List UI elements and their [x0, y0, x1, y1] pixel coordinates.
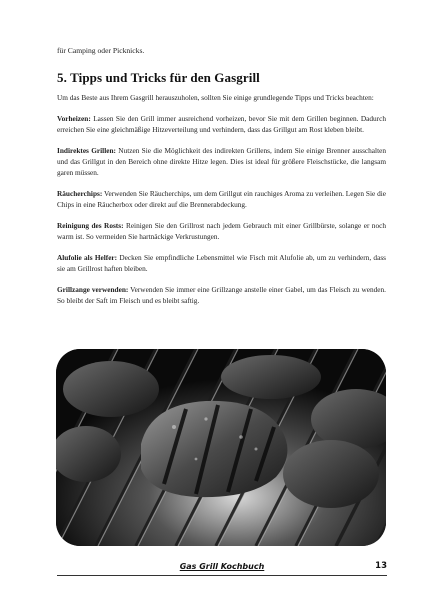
- page-number: 13: [375, 561, 387, 571]
- intro-paragraph: Um das Beste aus Ihrem Gasgrill herauszuholen, sollten Sie einige grundlegende Tipps und Tricks beachten:: [57, 93, 374, 102]
- footer-rule: [57, 575, 387, 576]
- tip-text: Nutzen Sie die Möglichkeit des indirekten Grillens, indem Sie einige Brenner ausschalten und das Grillgut in den Bereich ohne direkte Hitze legen. Dies ist ideal für größere Fleischstücke, die langsam garen müssen.: [57, 146, 386, 177]
- tip-paragraph: [57, 284, 386, 306]
- continued-text: für Camping oder Picknicks.: [57, 46, 145, 55]
- tip-paragraph: [57, 188, 386, 210]
- tip-text: Reinigen Sie den Grillrost nach jedem Gebrauch mit einer Grillbürste, solange er noch warm ist. So vermeiden Sie hartnäckige Verkrustungen.: [57, 221, 386, 241]
- tips-body: [57, 92, 386, 316]
- tip-text: Decken Sie empfindliche Lebensmittel wie Fisch mit Alufolie ab, um zu verhindern, dass sie am Grillrost haften bleiben.: [57, 253, 387, 273]
- grill-photo: [56, 349, 386, 546]
- tip-text: Verwenden Sie Räucherchips, um dem Grillgut ein rauchiges Aroma zu verleihen. Legen Sie die Chips in eine Räucherbox oder direkt auf die Brennerabdeckung.: [57, 189, 386, 209]
- tip-text: Verwenden Sie immer eine Grillzange anstelle einer Gabel, um das Fleisch zu wenden. So bleibt der Saft im Fleisch und es bleibt saftig.: [57, 285, 386, 305]
- tip-term: Vorheizen:: [57, 114, 91, 123]
- tip-term: Indirektes Grillen:: [57, 146, 116, 155]
- tip-term: Grillzange verwenden:: [57, 285, 129, 294]
- footer-book-title: Gas Grill Kochbuch: [179, 562, 265, 571]
- section-heading: 5. Tipps und Tricks für den Gasgrill: [57, 70, 260, 85]
- tip-paragraph: [57, 145, 386, 178]
- tip-paragraph: [57, 220, 386, 242]
- tip-text: Lassen Sie den Grill immer ausreichend vorheizen, bevor Sie mit dem Grillen beginnen. Dadurch erreichen Sie eine gleichmäßige Hitzeverteilung und verhindern, dass das Grillgut am Rost kleben bleibt.: [57, 114, 386, 134]
- tip-term: Reinigung des Rosts:: [57, 221, 124, 230]
- tip-paragraph: [57, 113, 386, 135]
- tip-term: Räucherchips:: [57, 189, 103, 198]
- tip-paragraph: [57, 252, 386, 274]
- tip-term: Alufolie als Helfer:: [57, 253, 118, 262]
